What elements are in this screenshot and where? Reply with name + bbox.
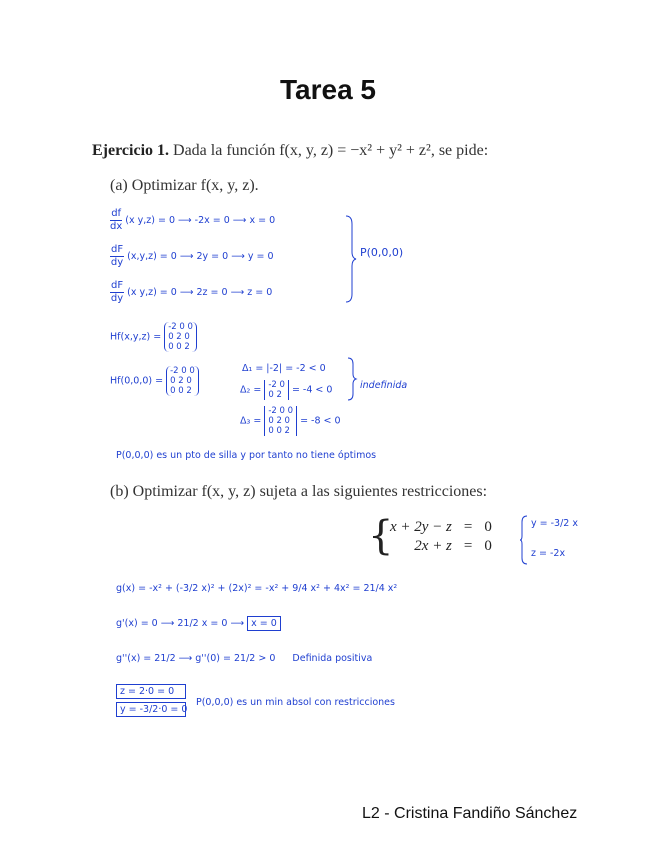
d1-rest: (x y,z) = 0 ⟶ -2x = 0 ⟶ x = 0: [125, 215, 276, 226]
delta-2: [240, 380, 332, 400]
d1-den: dx: [110, 221, 123, 232]
reduced-function: g(x) = -x² + (-3/2 x)² + (2x)² = -x² + 9/4 x² + 4x² = 21/4 x²: [116, 583, 398, 594]
x-solution-box: x = 0: [247, 616, 281, 631]
d2-rest: (x,y,z) = 0 ⟶ 2y = 0 ⟶ y = 0: [127, 251, 274, 262]
delta3-row: -2 0 0: [268, 406, 294, 416]
delta2-label: Δ₂ =: [240, 384, 262, 396]
hessian-label: Hf(x,y,z) =: [110, 331, 162, 343]
constraint-lhs: 2x + z: [414, 538, 452, 554]
hessian-matrix: [164, 322, 197, 352]
brace-substitution: [519, 514, 529, 566]
delta3-row: 0 0 2: [268, 426, 290, 436]
footer-author: L2 - Cristina Fandiño Sánchez: [362, 805, 578, 822]
delta3-value: = -8 < 0: [300, 415, 341, 427]
exercise-text: Dada la función f(x, y, z) = −x² + y² + z², se pide:: [173, 142, 489, 159]
delta3-label: Δ₃ =: [240, 415, 262, 427]
positive-definite-note: Definida positiva: [292, 653, 373, 664]
min-conclusion: P(0,0,0) es un min absol con restricciones: [196, 697, 395, 708]
delta3-row: 0 2 0: [268, 416, 290, 426]
hessian-row: 0 0 2: [168, 342, 190, 352]
hessian0-row: 0 0 2: [170, 386, 192, 396]
constraint-row: [384, 518, 498, 537]
brace-indefinite: [346, 356, 358, 402]
solution-boxes: [116, 684, 186, 717]
brace-derivatives: [344, 214, 358, 304]
d3-rest: (x y,z) = 0 ⟶ 2z = 0 ⟶ z = 0: [127, 287, 273, 298]
substitution-z: z = -2x: [531, 548, 566, 559]
hessian0-label: Hf(0,0,0) =: [110, 375, 164, 387]
page-title: Tarea 5: [280, 74, 376, 105]
gpp-text: g''(x) = 21/2 ⟶ g''(0) = 21/2 > 0: [116, 653, 276, 664]
critical-point: P(0,0,0): [360, 246, 404, 259]
hessian0-row: 0 2 0: [170, 376, 192, 386]
hessian0-row: -2 0 0: [170, 366, 195, 376]
constraints-system: [384, 518, 498, 556]
substitution-y: y = -3/2 x: [531, 518, 578, 529]
delta2-value: = -4 < 0: [291, 384, 333, 396]
delta2-matrix: [264, 380, 289, 400]
delta2-row: 0 2: [268, 390, 282, 400]
indefinite-label: indefinida: [360, 380, 408, 391]
derivative-x: [110, 208, 275, 233]
derivative-z: [110, 280, 272, 305]
d1-num: df: [111, 208, 122, 219]
constraint-row: [384, 537, 498, 556]
constraints-brace: {: [368, 513, 394, 559]
delta2-row: -2 0: [268, 380, 285, 390]
second-derivative: [116, 653, 372, 664]
d3-num: dF: [111, 280, 124, 291]
hessian-row: 0 2 0: [168, 332, 190, 342]
constraint-eq: =: [463, 538, 473, 554]
delta-1: Δ₁ = |-2| = -2 < 0: [242, 363, 326, 374]
first-derivative: g'(x) = 0 ⟶ 21/2 x = 0 ⟶ x = 0: [116, 618, 281, 629]
d3-den: dy: [110, 293, 124, 304]
exercise-label: Ejercicio 1.: [92, 142, 170, 159]
constraint-eq: =: [463, 519, 473, 535]
part-a-heading: (a) Optimizar f(x, y, z).: [110, 177, 259, 194]
y-solution-box: y = -3/2·0 = 0: [116, 702, 186, 717]
z-solution-box: z = 2·0 = 0: [116, 684, 186, 699]
hessian-at-point: [110, 366, 199, 396]
constraint-rhs: 0: [484, 519, 492, 535]
hessian: [110, 322, 197, 352]
constraint-lhs: x + 2y − z: [390, 519, 452, 535]
part-b-heading: (b) Optimizar f(x, y, z) sujeta a las siguientes restricciones:: [110, 483, 488, 500]
d2-num: dF: [111, 244, 124, 255]
d2-den: dy: [110, 257, 124, 268]
delta3-matrix: [264, 406, 297, 436]
exercise-statement: [92, 142, 488, 160]
gp-text: g'(x) = 0 ⟶ 21/2 x = 0: [116, 618, 228, 629]
derivative-y: [110, 244, 274, 269]
delta-3: [240, 406, 341, 436]
constraint-rhs: 0: [484, 538, 492, 554]
saddle-conclusion: P(0,0,0) es un pto de silla y por tanto no tiene óptimos: [116, 450, 377, 461]
hessian0-matrix: [166, 366, 199, 396]
hessian-row: -2 0 0: [168, 322, 193, 332]
